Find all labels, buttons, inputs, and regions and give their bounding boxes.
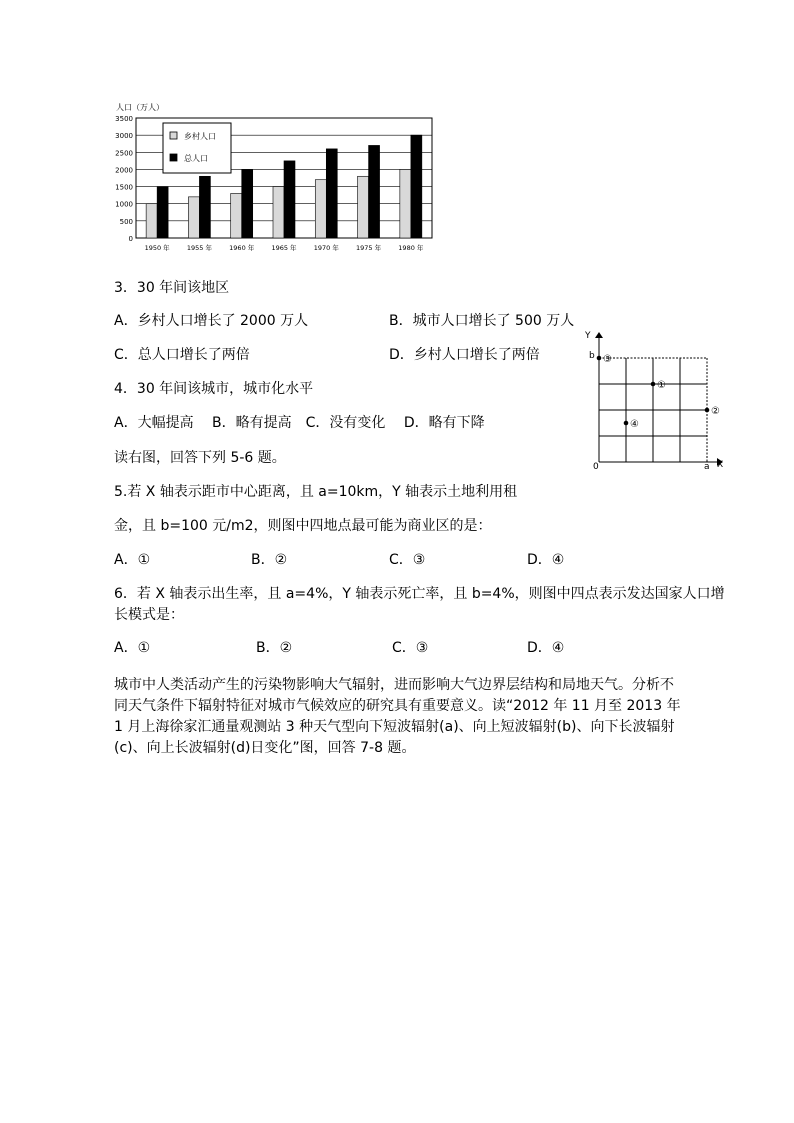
y-tick-label: 3000: [115, 132, 133, 141]
q6-option-d[interactable]: D．④: [527, 640, 565, 656]
bar-total-4: [326, 149, 337, 238]
origin-label: 0: [593, 462, 599, 470]
legend-rural-label: 乡村人口: [184, 132, 216, 141]
passage-7-8: 城市中人类活动产生的污染物影响大气辐射，进而影响大气边界层结构和局地天气。分析不同天气条件下辐射特征对城市气候效应的研究具有重要意义。读“2012 年 11 月至 2013 年 1 月上海徐家汇通量观测站 3 种天气型向下短波辐射(a)、向上短波辐射(b)、向下长波辐射(c)、向上长波辐射(d)日变化”图，回答 7-8 题。: [114, 677, 681, 756]
bar-rural-3: [273, 187, 284, 238]
bar-total-5: [369, 145, 380, 238]
q4-options[interactable]: A．大幅提高 B．略有提高 C．没有变化 D．略有下降: [114, 415, 485, 431]
q5-option-c[interactable]: C．③: [389, 552, 426, 568]
y-tick-label: 2500: [115, 149, 133, 158]
bar-total-3: [284, 161, 295, 238]
bar-total-6: [411, 135, 422, 238]
y-axis-arrow: [595, 332, 603, 338]
bar-rural-6: [400, 169, 411, 238]
q6-option-b[interactable]: B．②: [256, 640, 293, 656]
y-tick-label: 1500: [115, 183, 133, 192]
x-tick-label: 1965 年: [271, 244, 297, 252]
q5-option-d[interactable]: D．④: [527, 552, 565, 568]
intro-5-6: 读右图，回答下列 5-6 题。: [114, 450, 286, 466]
q6-stem-line1: 6．若 X 轴表示出生率，且 a=4%，Y 轴表示死亡率，且 b=4%，则图中四点表示发达国家人口增: [114, 586, 725, 602]
q3-option-a[interactable]: A．乡村人口增长了 2000 万人: [114, 313, 309, 329]
legend-total-label: 总人口: [184, 154, 208, 163]
x-tick-label: 1975 年: [356, 244, 382, 252]
y-axis-label: 人口（万人）: [116, 103, 164, 112]
grid-point-label: ①: [657, 380, 666, 391]
q3-option-d[interactable]: D．乡村人口增长了两倍: [389, 347, 540, 363]
q3-option-c[interactable]: C．总人口增长了两倍: [114, 347, 250, 363]
q3-option-b[interactable]: B．城市人口增长了 500 万人: [389, 313, 575, 329]
grid-point-2: [705, 408, 710, 413]
x-tick-label: 1950 年: [144, 244, 170, 252]
bar-rural-1: [188, 197, 199, 238]
y-tick-label: 2000: [115, 166, 133, 175]
q5-option-b[interactable]: B．②: [251, 552, 288, 568]
q6-stem-line2: 长模式是：: [114, 607, 184, 623]
grid-point-3: [597, 356, 602, 361]
x-tick-label: 1955 年: [186, 244, 212, 252]
bar-rural-2: [231, 193, 242, 238]
grid-point-4: [624, 421, 629, 426]
q5-option-a[interactable]: A．①: [114, 552, 151, 568]
x-tick-label: 1970 年: [313, 244, 339, 252]
bar-total-1: [199, 176, 210, 238]
grid-point-label: ②: [711, 406, 720, 417]
legend: [163, 123, 231, 173]
xy-grid-chart: [583, 330, 733, 470]
b-label: b: [589, 351, 595, 361]
y-tick-label: 1000: [115, 200, 133, 209]
q3-stem: 3．30 年间该地区: [114, 280, 230, 296]
x-tick-label: 1960 年: [229, 244, 255, 252]
y-tick-label: 500: [119, 217, 133, 226]
bar-rural-4: [315, 180, 326, 238]
q6-option-a[interactable]: A．①: [114, 640, 151, 656]
q4-stem: 4．30 年间该城市，城市化水平: [114, 381, 314, 397]
bar-total-0: [157, 187, 168, 238]
q6-option-c[interactable]: C．③: [392, 640, 429, 656]
grid-point-label: ④: [630, 419, 639, 430]
y-axis-name: Y: [585, 331, 591, 341]
population-bar-chart: [108, 100, 438, 255]
x-axis-name: X: [717, 460, 724, 470]
legend-total-swatch: [170, 154, 177, 161]
legend-rural-swatch: [170, 132, 177, 139]
bar-total-2: [242, 169, 253, 238]
bar-rural-5: [358, 176, 369, 238]
q5-stem-line2: 金，且 b=100 元/m2，则图中四地点最可能为商业区的是：: [114, 518, 492, 534]
grid-point-1: [651, 382, 656, 387]
bar-rural-0: [146, 204, 157, 238]
y-tick-label: 3500: [115, 115, 133, 123]
grid-point-label: ③: [603, 354, 612, 365]
x-tick-label: 1980 年: [398, 244, 424, 252]
a-label: a: [704, 462, 710, 470]
q5-stem-line1: 5.若 X 轴表示距市中心距离，且 a=10km，Y 轴表示土地利用租: [114, 484, 518, 500]
y-tick-label: 0: [128, 235, 133, 243]
